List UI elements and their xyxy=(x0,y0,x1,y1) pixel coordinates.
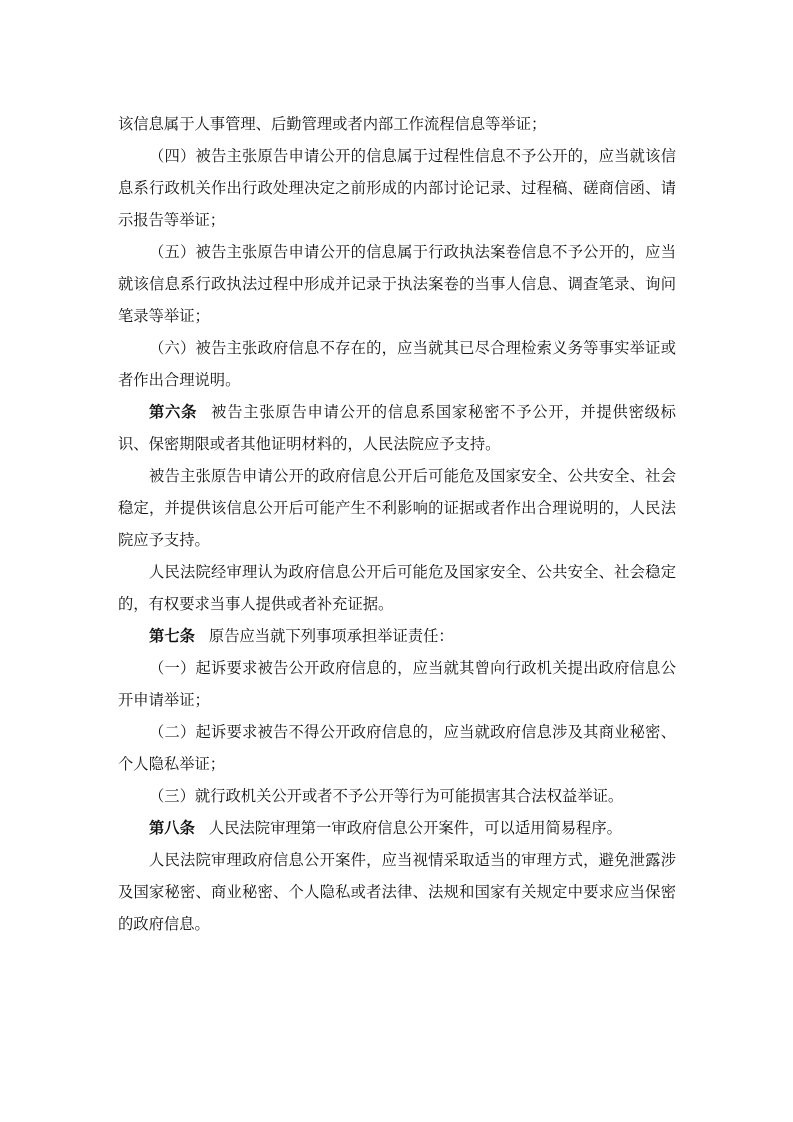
paragraph-text: （四）被告主张原告申请公开的信息属于过程性信息不予公开的，应当就该信息系行政机关作出行政处理决定之前形成的内部讨论记录、过程稿、磋商信函、请示报告等举证； xyxy=(118,147,676,229)
article-7-item-2 xyxy=(118,716,676,780)
paragraph-text: 该信息属于人事管理、后勤管理或者内部工作流程信息等举证； xyxy=(118,115,547,133)
paragraph-text: （一）起诉要求被告公开政府信息的，应当就其曾向行政机关提出政府信息公开申请举证； xyxy=(118,659,676,709)
paragraph-item-5 xyxy=(118,236,676,332)
article-8-paragraph-2 xyxy=(118,844,676,940)
paragraph-text: 人民法院审理政府信息公开案件，应当视情采取适当的审理方式，避免泄露涉及国家秘密、商业秘密、个人隐私或者法律、法规和国家有关规定中要求应当保密的政府信息。 xyxy=(118,851,676,933)
article-6-paragraph-3 xyxy=(118,556,676,620)
paragraph-text: 被告主张原告申请公开的信息系国家秘密不予公开，并提供密级标识、保密期限或者其他证明材料的，人民法院应予支持。 xyxy=(118,403,676,453)
paragraph-text: （三）就行政机关公开或者不予公开等行为可能损害其合法权益举证。 xyxy=(149,787,624,805)
article-6-paragraph xyxy=(118,396,676,460)
article-7-item-1 xyxy=(118,652,676,716)
paragraph-text: （二）起诉要求被告不得公开政府信息的，应当就政府信息涉及其商业秘密、个人隐私举证； xyxy=(118,723,676,773)
paragraph-text: （五）被告主张原告申请公开的信息属于行政执法案卷信息不予公开的，应当就该信息系行政执法过程中形成并记录于执法案卷的当事人信息、调查笔录、询问笔录等举证； xyxy=(118,243,676,325)
document-page xyxy=(118,108,676,940)
paragraph-item-6 xyxy=(118,332,676,396)
paragraph-item-4 xyxy=(118,140,676,236)
paragraph-text: 原告应当就下列事项承担举证责任： xyxy=(208,627,454,645)
article-number: 第六条 xyxy=(149,403,198,421)
paragraph-text: 人民法院审理第一审政府信息公开案件，可以适用简易程序。 xyxy=(208,819,622,837)
paragraph-continuation xyxy=(118,108,676,140)
paragraph-text: （六）被告主张政府信息不存在的，应当就其已尽合理检索义务等事实举证或者作出合理说明。 xyxy=(118,339,676,389)
article-8-paragraph xyxy=(118,812,676,844)
article-6-paragraph-2 xyxy=(118,460,676,556)
article-number: 第七条 xyxy=(149,627,195,645)
article-7-item-3 xyxy=(118,780,676,812)
article-7-paragraph xyxy=(118,620,676,652)
paragraph-text: 被告主张原告申请公开的政府信息公开后可能危及国家安全、公共安全、社会稳定，并提供该信息公开后可能产生不利影响的证据或者作出合理说明的，人民法院应予支持。 xyxy=(118,467,676,549)
paragraph-text: 人民法院经审理认为政府信息公开后可能危及国家安全、公共安全、社会稳定的，有权要求当事人提供或者补充证据。 xyxy=(118,563,676,613)
article-number: 第八条 xyxy=(149,819,195,837)
